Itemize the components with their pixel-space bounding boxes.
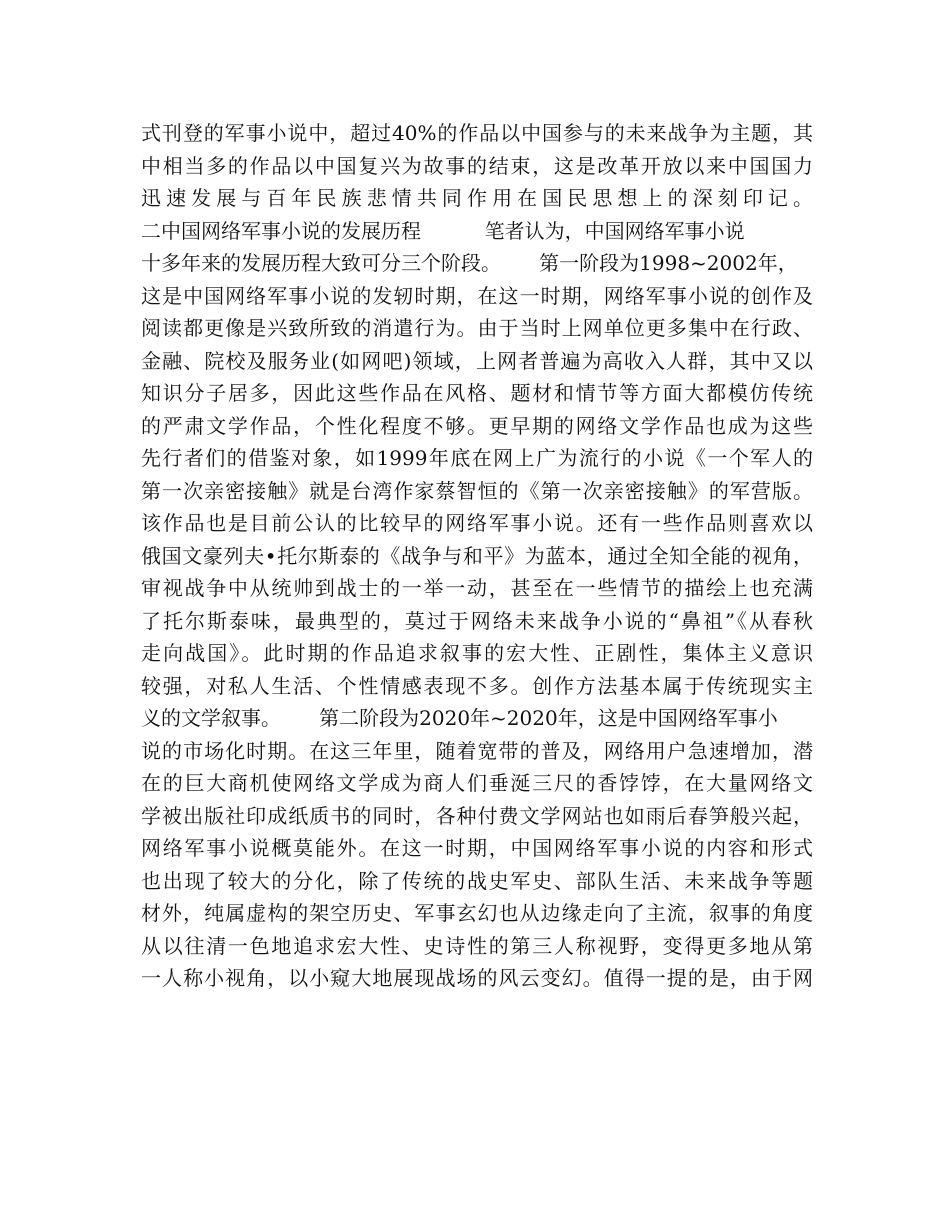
text-line: 也出现了较大的分化，除了传统的战史军史、部队生活、未来战争等题: [141, 868, 813, 893]
text-line: 网络军事小说概莫能外。在这一时期，中国网络军事小说的内容和形式: [141, 836, 813, 860]
text-line: 这是中国网络军事小说的发轫时期，在这一时期，网络军事小说的创作及: [141, 283, 813, 308]
text-line: 俄国文豪列夫•托尔斯泰的《战争与和平》为蓝本，通过全知全能的视角，: [141, 543, 813, 568]
text-line: 中相当多的作品以中国复兴为故事的结束，这是改革开放以来中国国力: [141, 153, 813, 178]
text-line: 先行者们的借鉴对象，如1999年底在网上广为流行的小说《一个军人的: [141, 446, 813, 470]
text-line: 第一次亲密接触》就是台湾作家蔡智恒的《第一次亲密接触》的军营版。: [141, 478, 813, 503]
text-line: 义的文学叙事。 第二阶段为2020年~2020年，这是中国网络军事小: [141, 706, 778, 730]
text-line: 审视战争中从统帅到战士的一举一动，甚至在一些情节的描绘上也充满: [141, 576, 813, 600]
text-line: 迅速发展与百年民族悲情共同作用在国民思想上的深刻印记。: [141, 186, 813, 210]
text-line: 式刊登的军事小说中，超过40%的作品以中国参与的未来战争为主题，其: [141, 121, 813, 145]
text-line: 材外，纯属虚构的架空历史、军事玄幻也从边缘走向了主流，叙事的角度: [141, 901, 813, 925]
text-line: 走向战国》。此时期的作品追求叙事的宏大性、正剧性，集体主义意识: [141, 641, 813, 665]
text-line: 一人称小视角，以小窥大地展现战场的风云变幻。值得一提的是，由于网: [141, 966, 813, 990]
text-line: 十多年来的发展历程大致可分三个阶段。 第一阶段为1998~2002年，: [141, 251, 798, 275]
text-line: 阅读都更像是兴致所致的消遣行为。由于当时上网单位更多集中在行政、: [141, 316, 813, 340]
document-body: [141, 117, 813, 995]
text-line: 从以往清一色地追求宏大性、史诗性的第三人称视野，变得更多地从第: [141, 933, 813, 958]
text-line: 在的巨大商机使网络文学成为商人们垂涎三尺的香饽饽，在大量网络文: [141, 771, 813, 795]
text-line: 说的市场化时期。在这三年里，随着宽带的普及，网络用户急速增加，潜: [141, 738, 813, 763]
text-line: 学被出版社印成纸质书的同时，各种付费文学网站也如雨后春笋般兴起，: [141, 803, 813, 828]
text-line: 较强，对私人生活、个性情感表现不多。创作方法基本属于传统现实主: [141, 673, 813, 698]
text-line: 的严肃文学作品，个性化程度不够。更早期的网络文学作品也成为这些: [141, 413, 813, 438]
text-line: 了托尔斯泰味，最典型的，莫过于网络未来战争小说的“鼻祖”《从春秋: [141, 608, 813, 633]
text-line: 金融、院校及服务业(如网吧)领域，上网者普遍为高收入人群，其中又以: [141, 348, 813, 373]
section-heading-line: 二中国网络军事小说的发展历程 笔者认为，中国网络军事小说: [141, 218, 745, 243]
text-line: 该作品也是目前公认的比较早的网络军事小说。还有一些作品则喜欢以: [141, 511, 813, 535]
text-line: 知识分子居多，因此这些作品在风格、题材和情节等方面大都模仿传统: [141, 381, 813, 405]
